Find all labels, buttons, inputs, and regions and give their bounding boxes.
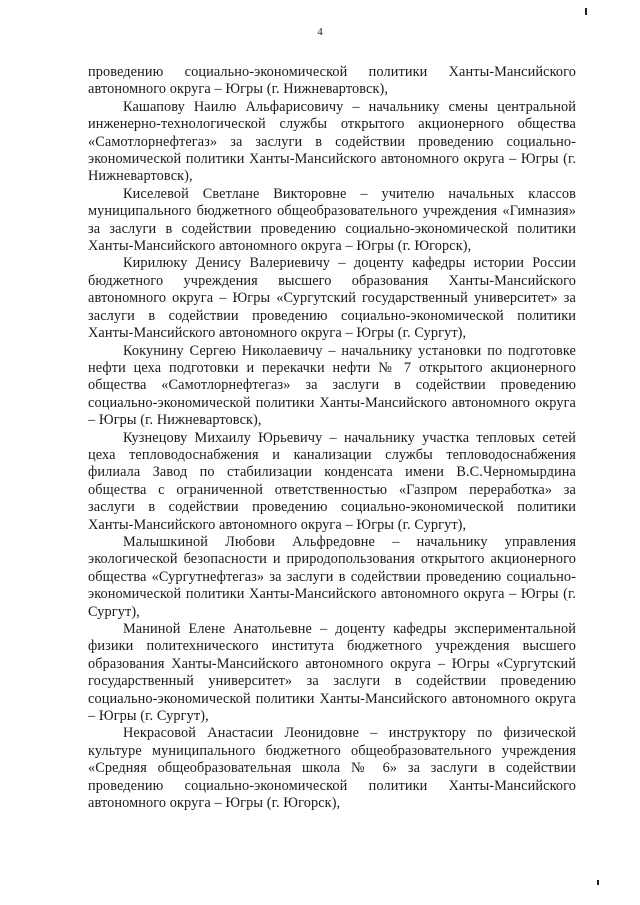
scan-mark xyxy=(585,8,587,15)
document-body xyxy=(88,64,576,812)
award-entry: Малышкиной Любови Альфредовне – начальнику управления экологической безопасности и природопользования открытого акционерного общества «Сургутнефтегаз» за заслуги в содействии проведению социально-экономической политики Ханты-Мансийского автономного округа – Югры (г. Сургут), xyxy=(88,533,576,620)
page-number: 4 xyxy=(317,26,323,38)
paragraph-continuation: проведению социально-экономической политики Ханты-Мансийского автономного округа – Югры (г. Нижневартовск), xyxy=(88,64,576,98)
award-entry: Кирилюку Денису Валериевичу – доценту кафедры истории России бюджетного учреждения высшего образования Ханты-Мансийского автономного округа – Югры «Сургутский государственный университет» за заслуги в содействии проведению социально-экономической политики Ханты-Мансийского автономного округа – Югры (г. Сургут), xyxy=(88,255,576,342)
award-entry: Маниной Елене Анатольевне – доценту кафедры экспериментальной физики политехнического института бюджетного учреждения высшего образования Ханты-Мансийского автономного округа – Югры «Сургутский государственный университет» за заслуги в содействии проведению социально-экономической политики Ханты-Мансийского автономного округа – Югры (г. Сургут), xyxy=(88,621,576,725)
award-entry: Киселевой Светлане Викторовне – учителю начальных классов муниципального бюджетного общеобразовательного учреждения «Гимназия» за заслуги в содействии проведению социально-экономической политики Ханты-Мансийского автономного округа – Югры (г. Югорск), xyxy=(88,185,576,255)
award-entry: Кашапову Наилю Альфарисовичу – начальнику смены центральной инженерно-технологической службы открытого акционерного общества «Самотлорнефтегаз» за заслуги в содействии проведению социально-экономической политики Ханты-Мансийского автономного округа – Югры (г. Нижневартовск), xyxy=(88,98,576,185)
award-entry: Кузнецову Михаилу Юрьевичу – начальнику участка тепловых сетей цеха тепловодоснабжения и канализации службы тепловодоснабжения филиала Завод по стабилизации конденсата имени В.С.Черномырдина общества с ограниченной ответственностью «Газпром переработка» за заслуги в содействии проведению социально-экономической политики Ханты-Мансийского автономного округа – Югры (г. Сургут), xyxy=(88,429,576,533)
scan-mark xyxy=(597,880,599,885)
award-entry: Кокунину Сергею Николаевичу – начальнику установки по подготовке нефти цеха подготовки и перекачки нефти № 7 открытого акционерного общества «Самотлорнефтегаз» за заслуги в содействии проведению социально-экономической политики Ханты-Мансийского автономного округа – Югры (г. Нижневартовск), xyxy=(88,342,576,429)
award-entry: Некрасовой Анастасии Леонидовне – инструктору по физической культуре муниципального бюджетного общеобразовательного учреждения «Средняя общеобразовательная школа № 6» за заслуги в содействии проведению социально-экономической политики Ханты-Мансийского автономного округа – Югры (г. Югорск), xyxy=(88,725,576,812)
